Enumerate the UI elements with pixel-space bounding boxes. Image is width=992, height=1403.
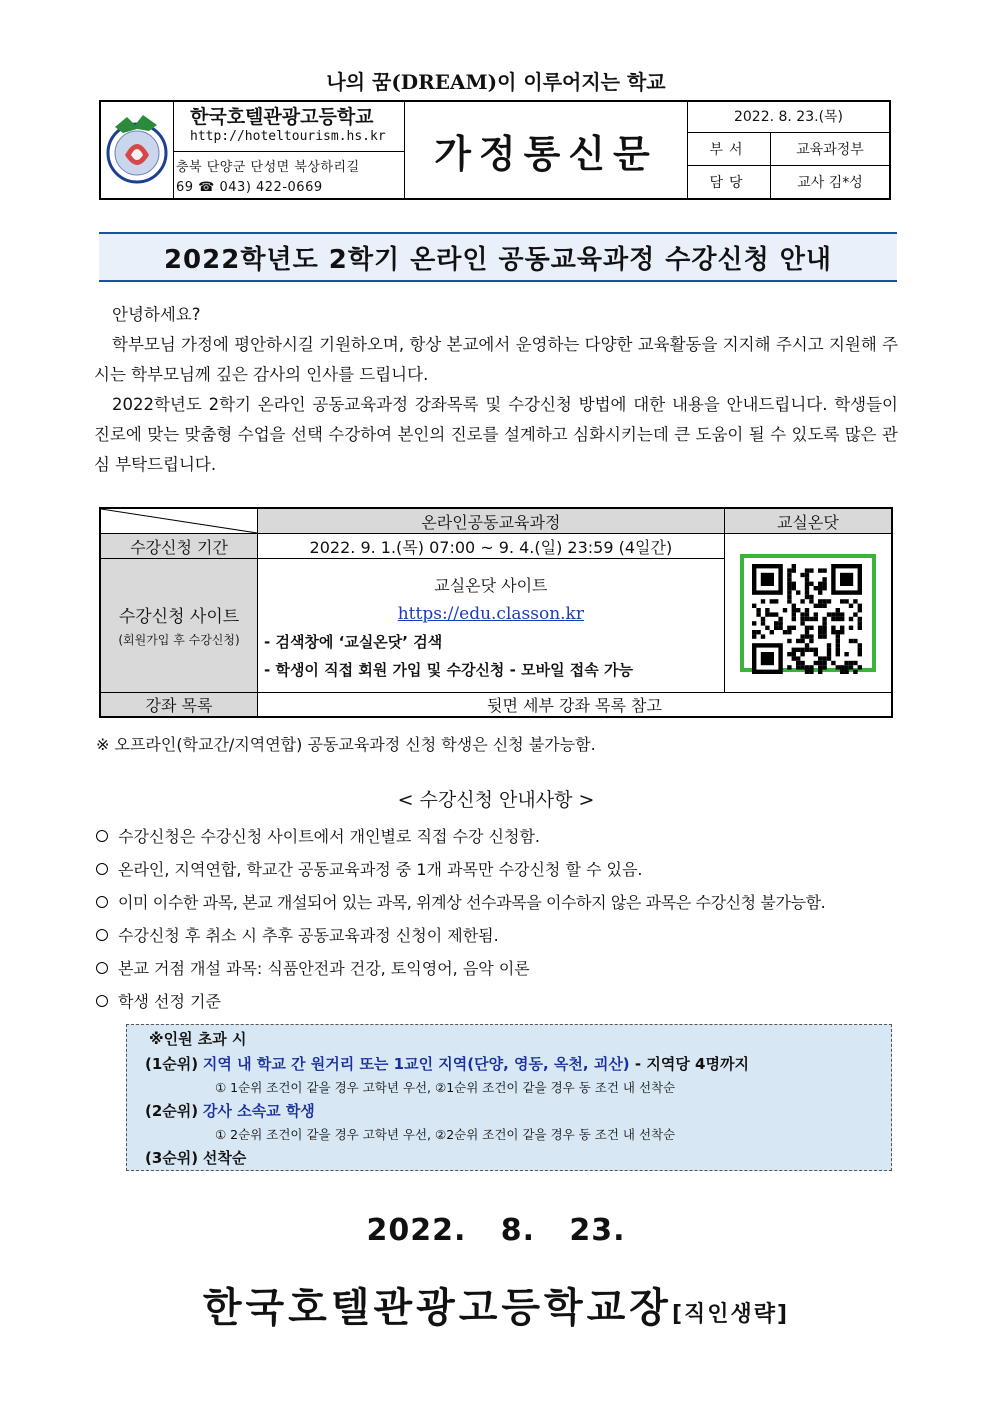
list-item: 온라인, 지역연합, 학교간 공동교육과정 중 1개 과목만 수강신청 할 수 있음. [96,853,906,886]
list-item: 수강신청 후 취소 시 추후 공동교육과정 신청이 제한됨. [96,919,906,952]
manager-label: 담당 [688,166,771,198]
school-emblem-icon [105,109,169,191]
school-motto: 나의 꿈(DREAM)이 이루어지는 학교 [326,70,666,94]
site-note-signup: - 학생이 직접 회원 가입 및 수강신청 - 모바일 접속 가능 [264,660,633,679]
newsletter-header [99,100,891,200]
course-list-label: 강좌 목록 [100,693,258,718]
guide-list [96,820,906,1018]
document-title: 가정통신문 [405,102,688,198]
site-info-cell [258,559,725,693]
site-name: 교실온닷 사이트 [434,575,548,595]
table-corner-cell [100,508,258,534]
selection-criteria-box [126,1024,892,1171]
offline-note: ※ 오프라인(학교간/지역연합) 공동교육과정 신청 학생은 신청 불가능함. [96,735,596,754]
criteria-rank-2: (2순위) 강사 소속교 학생 [145,1102,315,1120]
course-list-value: 뒷면 세부 강좌 목록 참고 [258,693,893,718]
list-item: 본교 거점 개설 과목: 식품안전과 건강, 토익영어, 음악 이론 [96,952,906,985]
list-item: 수강신청은 수강신청 사이트에서 개인별로 직접 수강 신청함. [96,820,906,853]
circle-bullet-icon [96,896,108,908]
school-address-phone: 69 ☎ 043) 422-0669 [176,180,323,195]
footer-date: 2022. 8. 23. [366,1213,626,1248]
school-logo [101,102,174,198]
site-note-search: - 검색창에 ‘교실온닷’ 검색 [264,632,443,651]
criteria-rank-1: (1순위) 지역 내 학교 간 원거리 또는 1교인 지역(단양, 영동, 옥천, 괴산) - 지역당 4명까지 [145,1055,749,1073]
period-label: 수강신청 기간 [100,534,258,559]
dept-label: 부서 [688,133,771,165]
school-address: 충북 단양군 단성면 북상하리길 [176,160,360,175]
school-name: 한국호텔관광고등학교 [190,106,374,128]
list-item: 이미 이수한 과목, 본교 개설되어 있는 과목, 위계상 선수과목을 이수하지 않은 과목은 수강신청 불가능함. [96,886,906,919]
manager-value: 교사 김*성 [797,175,863,191]
intro-text [94,300,898,480]
site-url-link[interactable]: https://edu.classon.kr [397,603,584,624]
intro-paragraph-2: 2022학년도 2학기 온라인 공동교육과정 강좌목록 및 수강신청 방법에 대한 내용을 안내드립니다. 학생들이 진로에 맞는 맞춤형 수업을 선택 수강하여 본인의 진로를 설계하고 심화시키는데 큰 도움이 될 수 있도록 많은 관심 부탁드립니다. [94,395,898,474]
school-url[interactable]: http://hoteltourism.hs.kr [190,129,386,144]
circle-bullet-icon [96,995,108,1007]
circle-bullet-icon [96,863,108,875]
seal-omitted: [직인생략] [671,1302,790,1327]
issue-date: 2022. 8. 23.(목) [688,102,889,133]
application-table [99,507,893,718]
criteria-rank-2-detail: ① 2순위 조건이 같을 경우 고학년 우선, ②2순위 조건이 같을 경우 동 조건 내 선착순 [215,1127,676,1142]
greeting: 안녕하세요? [112,305,201,324]
site-sublabel: (회원가입 후 수강신청) [118,633,240,647]
period-value: 2022. 9. 1.(목) 07:00 ~ 9. 4.(일) 23:59 (4일간) [258,534,725,559]
qr-cell [724,534,892,693]
criteria-heading: ※인원 초과 시 [149,1030,247,1048]
list-item: 학생 선정 기준 [96,985,906,1018]
qr-code-icon[interactable] [736,552,880,674]
site-label-cell [100,559,258,693]
circle-bullet-icon [96,962,108,974]
notice-title-banner: 2022학년도 2학기 온라인 공동교육과정 수강신청 안내 [99,232,897,282]
intro-paragraph-1: 학부모님 가정에 평안하시길 기원하오며, 항상 본교에서 운영하는 다양한 교육활동을 지지해 주시고 지원해 주시는 학부모님께 깊은 감사의 인사를 드립니다. [94,335,898,384]
circle-bullet-icon [96,929,108,941]
school-info [174,102,405,198]
app-column-header: 교실온닷 [724,508,892,534]
guide-heading: < 수강신청 안내사항 > [397,789,595,811]
course-column-header: 온라인공동교육과정 [258,508,725,534]
dept-value: 교육과정부 [796,142,864,158]
document-meta [688,102,889,198]
criteria-rank-1-detail: ① 1순위 조건이 같을 경우 고학년 우선, ②1순위 조건이 같을 경우 동 조건 내 선착순 [215,1080,676,1095]
principal-signature [0,1276,992,1333]
principal-name: 한국호텔관광고등학교장 [202,1285,672,1331]
site-label: 수강신청 사이트 [118,607,240,627]
criteria-rank-3: (3순위) 선착순 [145,1149,247,1167]
circle-bullet-icon [96,830,108,842]
